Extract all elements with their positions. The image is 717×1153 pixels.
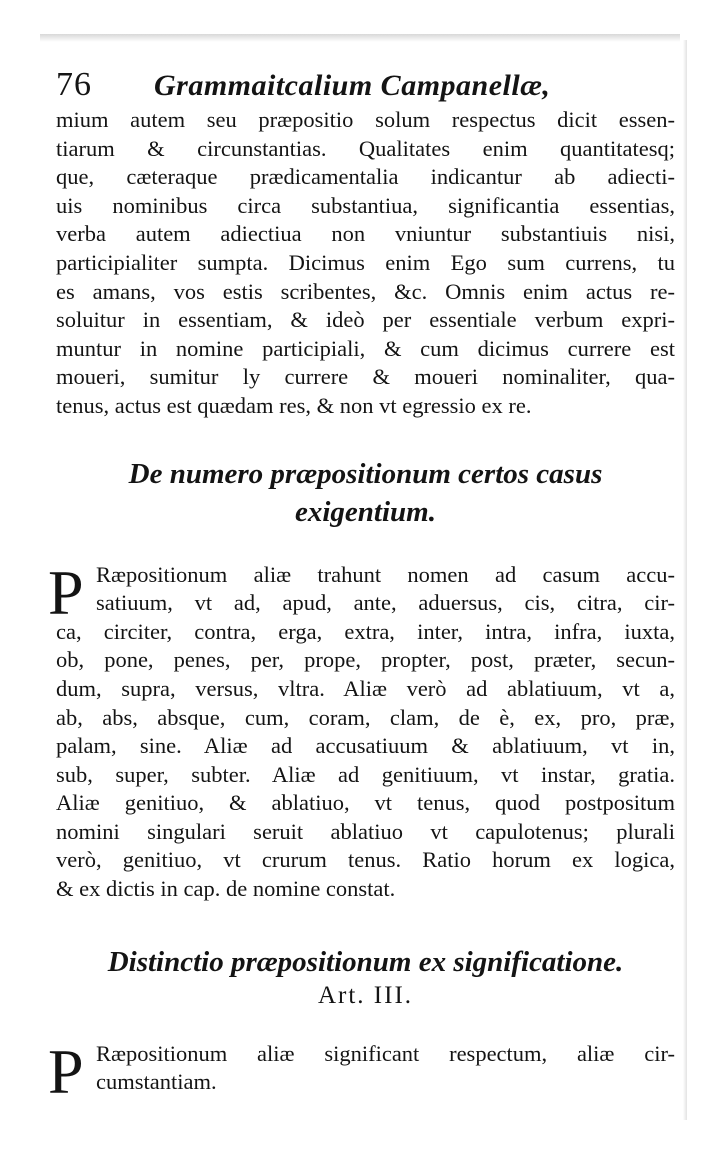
text-line: & ex dictis in cap. de nomine constat.	[56, 876, 396, 902]
text-line: participialiter sumpta. Dicimus enim Ego sum currens, tu	[56, 249, 675, 275]
text-line: Ræpositionum aliæ trahunt nomen ad casum accu-	[96, 561, 675, 587]
running-title: Grammaitcalium Campanellæ,	[154, 69, 551, 102]
text-line: cumstantiam.	[96, 1069, 217, 1095]
text-line: moueri, sumitur ly currere & moueri nominaliter, qua-	[56, 364, 675, 390]
text-line: nomini singulari seruit ablatiuo vt capulotenus; plurali	[56, 818, 675, 844]
paragraph-distinctio	[48, 1035, 675, 1107]
text-line: verò, genitiuo, vt crurum tenus. Ratio horum ex logica,	[56, 847, 675, 873]
text-line: es amans, vos estis scribentes, &c. Omnis enim actus re-	[56, 278, 675, 304]
text-line: uis nominibus circa substantiua, significantia essentias,	[56, 192, 675, 218]
page-number: 76	[56, 66, 92, 103]
text-line: Ræpositionum aliæ significant respectum, aliæ cir-	[96, 1040, 675, 1066]
text-line: ab, abs, absque, cum, coram, clam, de è, ex, pro, præ,	[56, 704, 675, 730]
text-line: satiuum, vt ad, apud, ante, aduersus, cis, citra, cir-	[96, 590, 675, 616]
text-line: soluitur in essentiam, & ideò per essentiale verbum expri-	[56, 307, 675, 333]
section-heading-numero: De numero præpositionum certos casus	[128, 457, 603, 490]
intro-paragraph	[56, 106, 675, 421]
text-line: ca, circiter, contra, erga, extra, inter, intra, infra, iuxta,	[56, 618, 675, 644]
scan-shadow-top	[40, 34, 680, 42]
article-number: Art. III.	[317, 981, 414, 1009]
text-line: tiarum & circunstantias. Qualitates enim quantitatesq;	[56, 135, 675, 161]
text-line: tenus, actus est quædam res, & non vt egressio ex re.	[56, 392, 532, 418]
section-heading-distinctio: Distinctio præpositionum ex significatione.	[107, 945, 624, 978]
text-line: Aliæ genitiuo, & ablatiuo, vt tenus, quod postpositum	[56, 790, 675, 816]
drop-cap: P	[48, 1035, 84, 1107]
text-line: mium autem seu præpositio solum respectus dicit essen-	[56, 107, 675, 132]
text-line: sub, super, subter. Aliæ ad genitiuum, vt instar, gratia.	[56, 761, 675, 787]
paragraph-numero	[48, 556, 675, 904]
text-line: que, cæteraque prædicamentalia indicantur ab adiecti-	[56, 164, 675, 190]
page-header	[56, 66, 675, 104]
text-line: palam, sine. Aliæ ad accusatiuum & ablatiuum, vt in,	[56, 733, 675, 759]
text-line: verba autem adiectiua non vniuntur substantiuis nisi,	[56, 221, 675, 247]
text-line: muntur in nomine participiali, & cum dicimus currere est	[56, 335, 675, 361]
text-line: dum, supra, versus, vltra. Aliæ verò ad ablatiuum, vt a,	[56, 675, 675, 701]
drop-cap: P	[48, 556, 84, 628]
section-heading-numero-cont: exigentium.	[295, 495, 436, 528]
text-line: ob, pone, penes, per, prope, propter, post, præter, secun-	[56, 647, 675, 673]
scan-shadow-right	[683, 40, 687, 1120]
